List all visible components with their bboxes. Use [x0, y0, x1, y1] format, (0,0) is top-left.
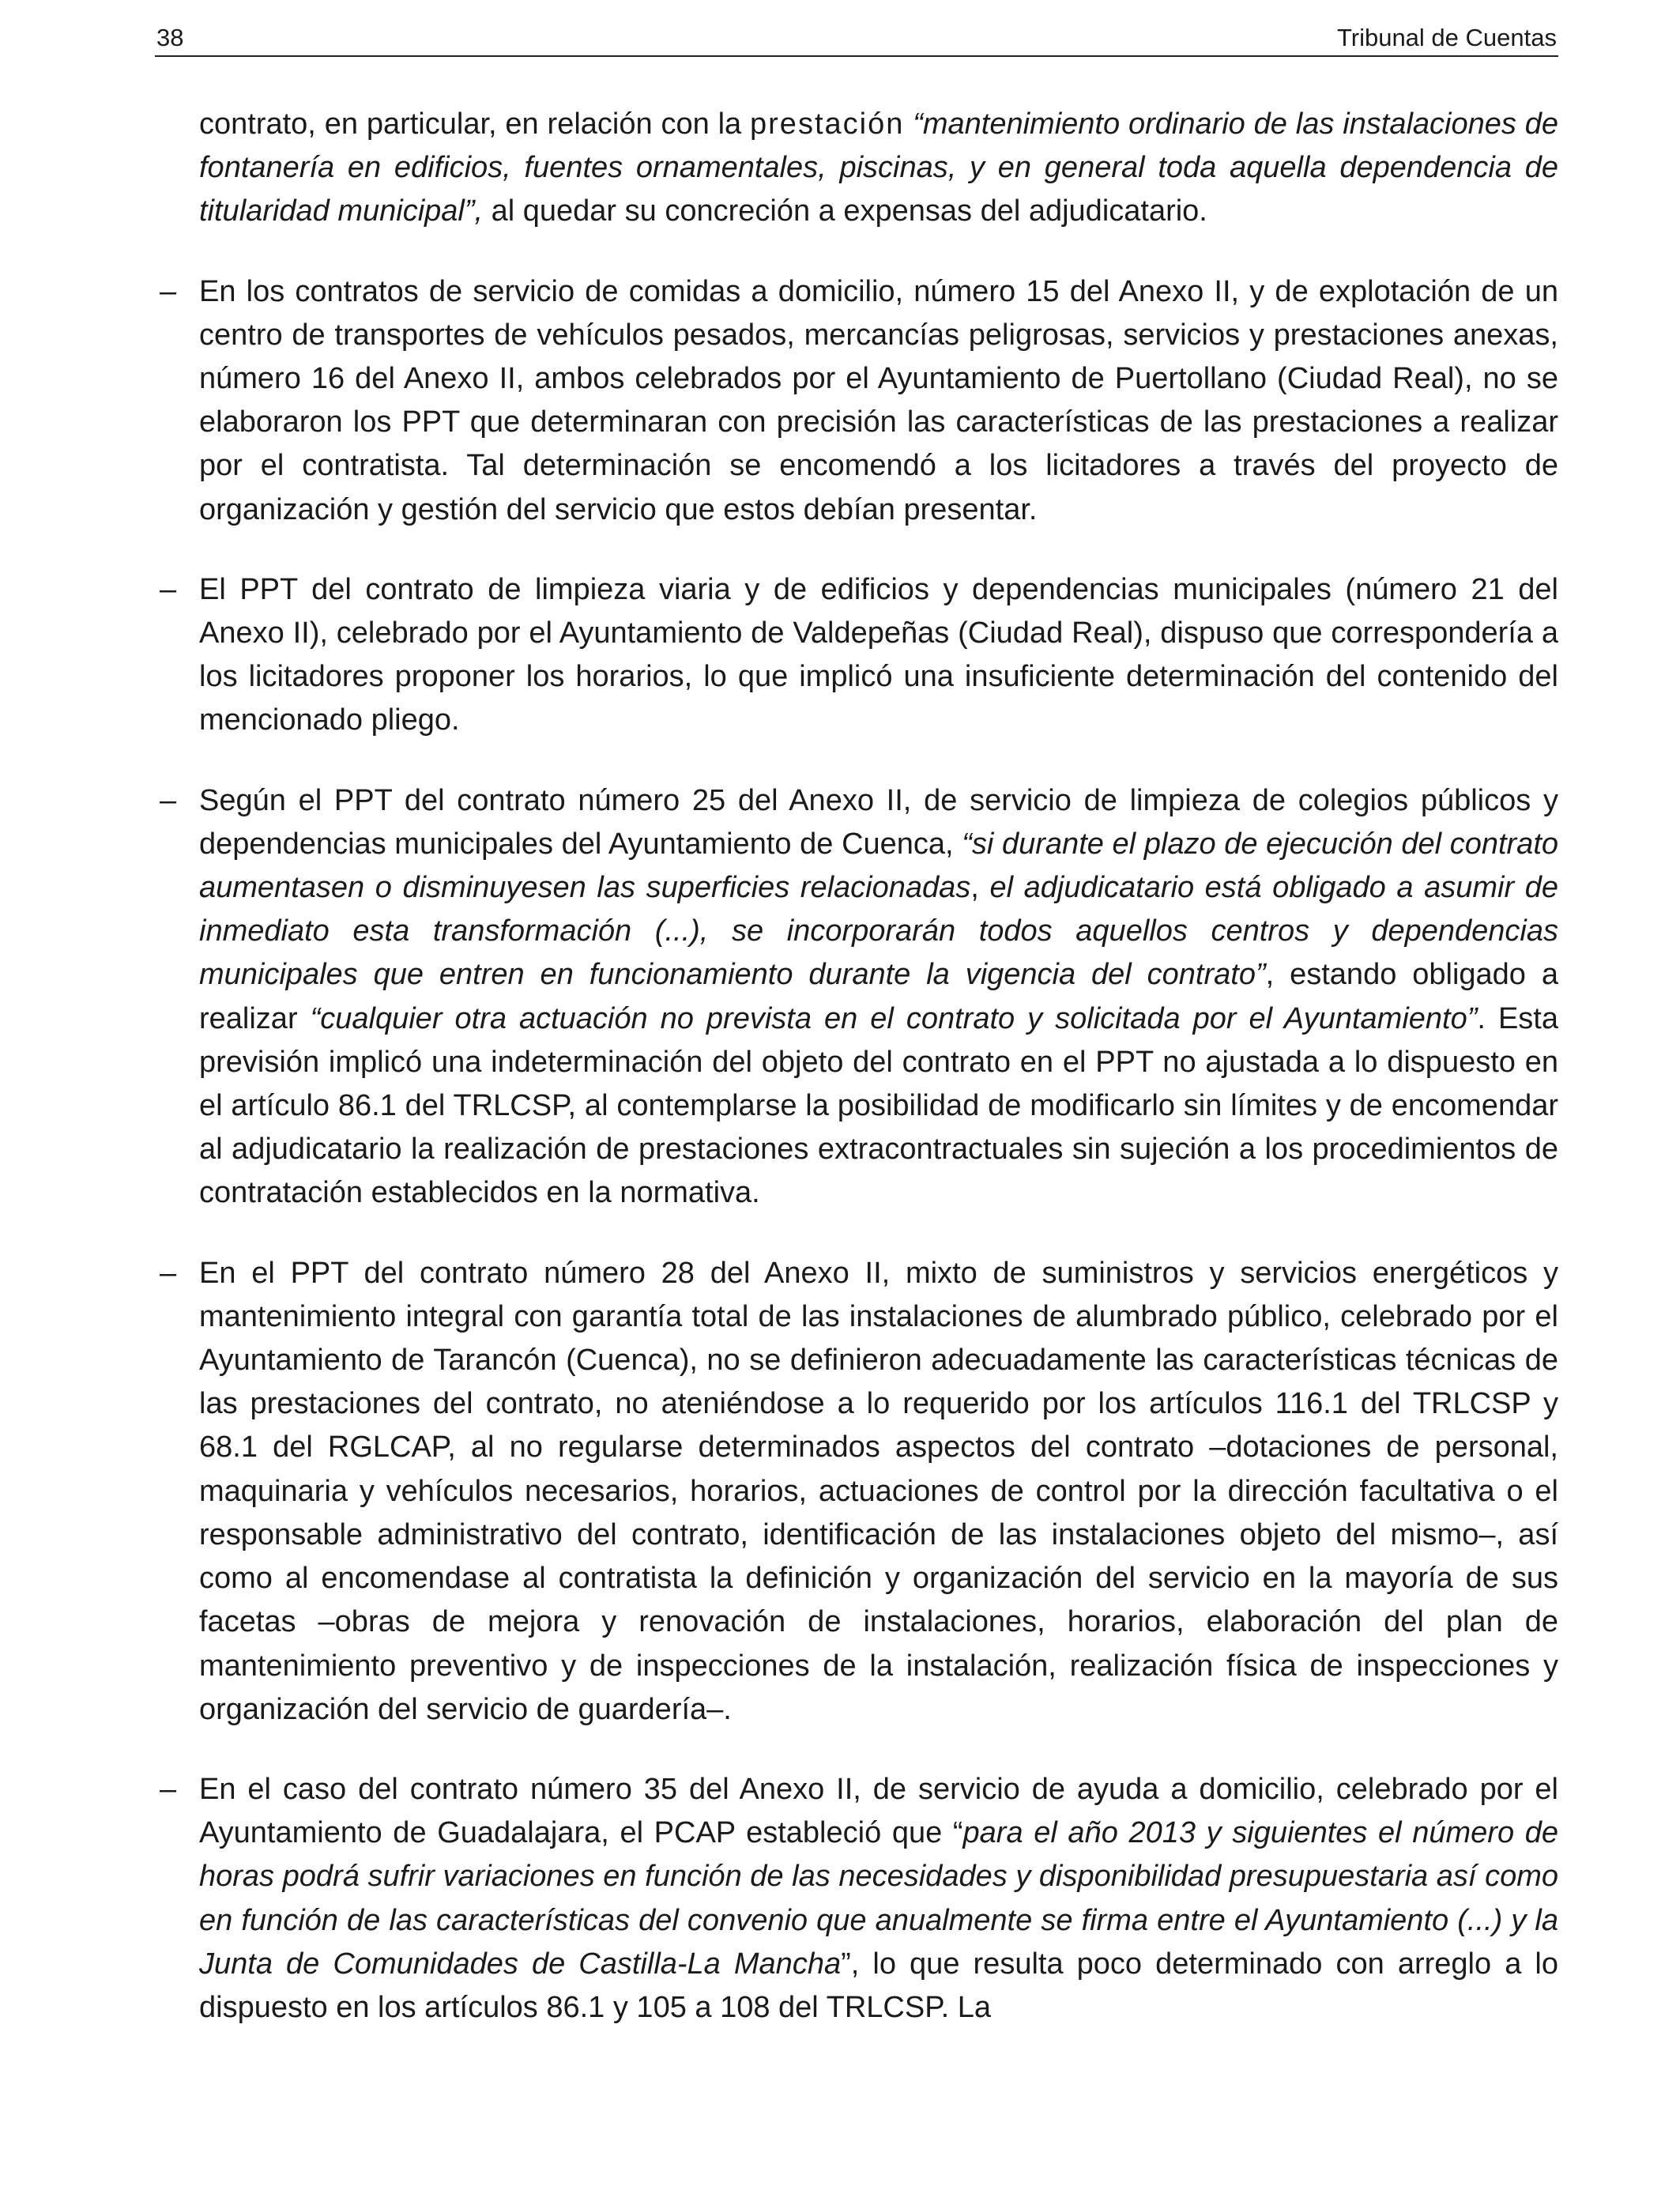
- bullet-dash: –: [160, 572, 177, 606]
- bullet-dash: –: [160, 1772, 177, 1806]
- bullet-dash: –: [160, 1256, 177, 1290]
- body-text: al quedar su concreción a expensas del adjudicatario.: [483, 194, 1207, 228]
- page-number: 38: [156, 24, 184, 51]
- page-header: [155, 21, 1558, 57]
- quoted-text: “mantenimiento ordinario de las instalaciones de fontanería en edificios, fuentes ornamentales, piscinas, y en general toda aquella dependencia de titularidad municipal”,: [199, 107, 1559, 228]
- body-text: En los contratos de servicio de comidas a domicilio, número 15 del Anexo II, y de explotación de un centro de transportes de vehículos pesados, mercancías peligrosas, servicios y prestaciones anexas, número 16 del Anexo II, ambos celebrados por el Ayuntamiento de Puertollano (Ciudad Real), no se elaboraron los PPT que determinaran con precisión las características de las prestaciones a realizar por el contratista. Tal determinación se encomendó a los licitadores a través del proyecto de organización y gestión del servicio que estos debían presentar.: [199, 274, 1558, 526]
- quoted-text: “si durante el plazo de ejecución del contrato aumentasen o disminuyesen las superficies relacionadas: [199, 827, 1559, 905]
- bullet-paragraph: [160, 568, 1558, 743]
- bullet-dash: –: [160, 783, 177, 817]
- bullet-paragraph: [160, 1768, 1558, 2030]
- bullet-dash: –: [160, 274, 177, 308]
- continuation-paragraph: [199, 103, 1558, 234]
- body-text: El PPT del contrato de limpieza viaria y de edificios y dependencias municipales (número 21 del Anexo II), celebrado por el Ayuntamiento de Valdepeñas (Ciudad Real), dispuso que correspondería a los licitadores proponer los horarios, lo que implicó una insuficiente determinación del contenido del mencionado pliego.: [199, 572, 1558, 737]
- body-text: [904, 107, 913, 141]
- document-body: [160, 103, 1559, 2066]
- quoted-text: para el año 2013 y siguientes el número de horas podrá sufrir variaciones en función de las necesidades y disponibilidad presupuestaria así como en función de las características del convenio que anualmente se firma entre el Ayuntamiento (...) y la Junta de Comunidades de Castilla-La Mancha: [199, 1816, 1558, 1981]
- running-title: Tribunal de Cuentas: [1336, 24, 1557, 51]
- body-text: . Esta previsión implicó una indeterminación del objeto del contrato en el PPT no ajustada a lo dispuesto en el artículo 86.1 del TRLCSP, al contemplarse la posibilidad de modificarlo sin límites y de encomendar al adjudicatario la realización de prestaciones extracontractuales sin sujeción a los procedimientos de contratación establecidos en la normativa.: [199, 1001, 1558, 1210]
- body-text: contrato, en particular, en relación con la: [199, 107, 751, 141]
- bullet-paragraph: [160, 1252, 1558, 1732]
- body-text: ”, lo que resulta poco determinado con arreglo a lo dispuesto en los artículos 86.1 y 105 a 108 del TRLCSP. La: [199, 1947, 1558, 2024]
- bullet-paragraph: [160, 779, 1559, 1216]
- body-text: ,: [970, 871, 990, 905]
- body-text: , estando obligado a realizar: [199, 958, 1558, 1035]
- body-text: En el PPT del contrato número 28 del Anexo II, mixto de suministros y servicios energéticos y mantenimiento integral con garantía total de las instalaciones de alumbrado público, celebrado por el Ayuntamiento de Tarancón (Cuenca), no se definieron adecuadamente las características técnicas de las prestaciones del contrato, no ateniéndose a lo requerido por los artículos 116.1 del TRLCSP y 68.1 del RGLCAP, al no regularse determinados aspectos del contrato –dotaciones de personal, maquinaria y vehículos necesarios, horarios, actuaciones de control por la dirección facultativa o el responsable administrativo del contrato, identificación de las instalaciones objeto del mismo–, así como al encomendase al contratista la definición y organización del servicio en la mayoría de sus facetas –obras de mejora y renovación de instalaciones, horarios, elaboración del plan de mantenimiento preventivo y de inspecciones de la instalación, realización física de inspecciones y organización del servicio de guardería–.: [199, 1256, 1558, 1726]
- quoted-text: “cualquier otra actuación no prevista en el contrato y solicitada por el Ayuntamiento”: [310, 1001, 1478, 1035]
- body-text: Según el PPT del contrato número 25 del Anexo II, de servicio de limpieza de colegios públicos y dependencias municipales del Ayuntamiento de Cuenca,: [199, 783, 1558, 861]
- bullet-paragraph: [160, 270, 1558, 532]
- body-text: En el caso del contrato número 35 del Anexo II, de servicio de ayuda a domicilio, celebrado por el Ayuntamiento de Guadalajara, el PCAP estableció que “: [199, 1772, 1558, 1850]
- body-text: prestación: [750, 107, 905, 141]
- quoted-text: el adjudicatario está obligado a asumir de inmediato esta transformación (...), se incorporarán todos aquellos centros y dependencias municipales que entren en funcionamiento durante la vigencia del contrato”: [199, 871, 1558, 992]
